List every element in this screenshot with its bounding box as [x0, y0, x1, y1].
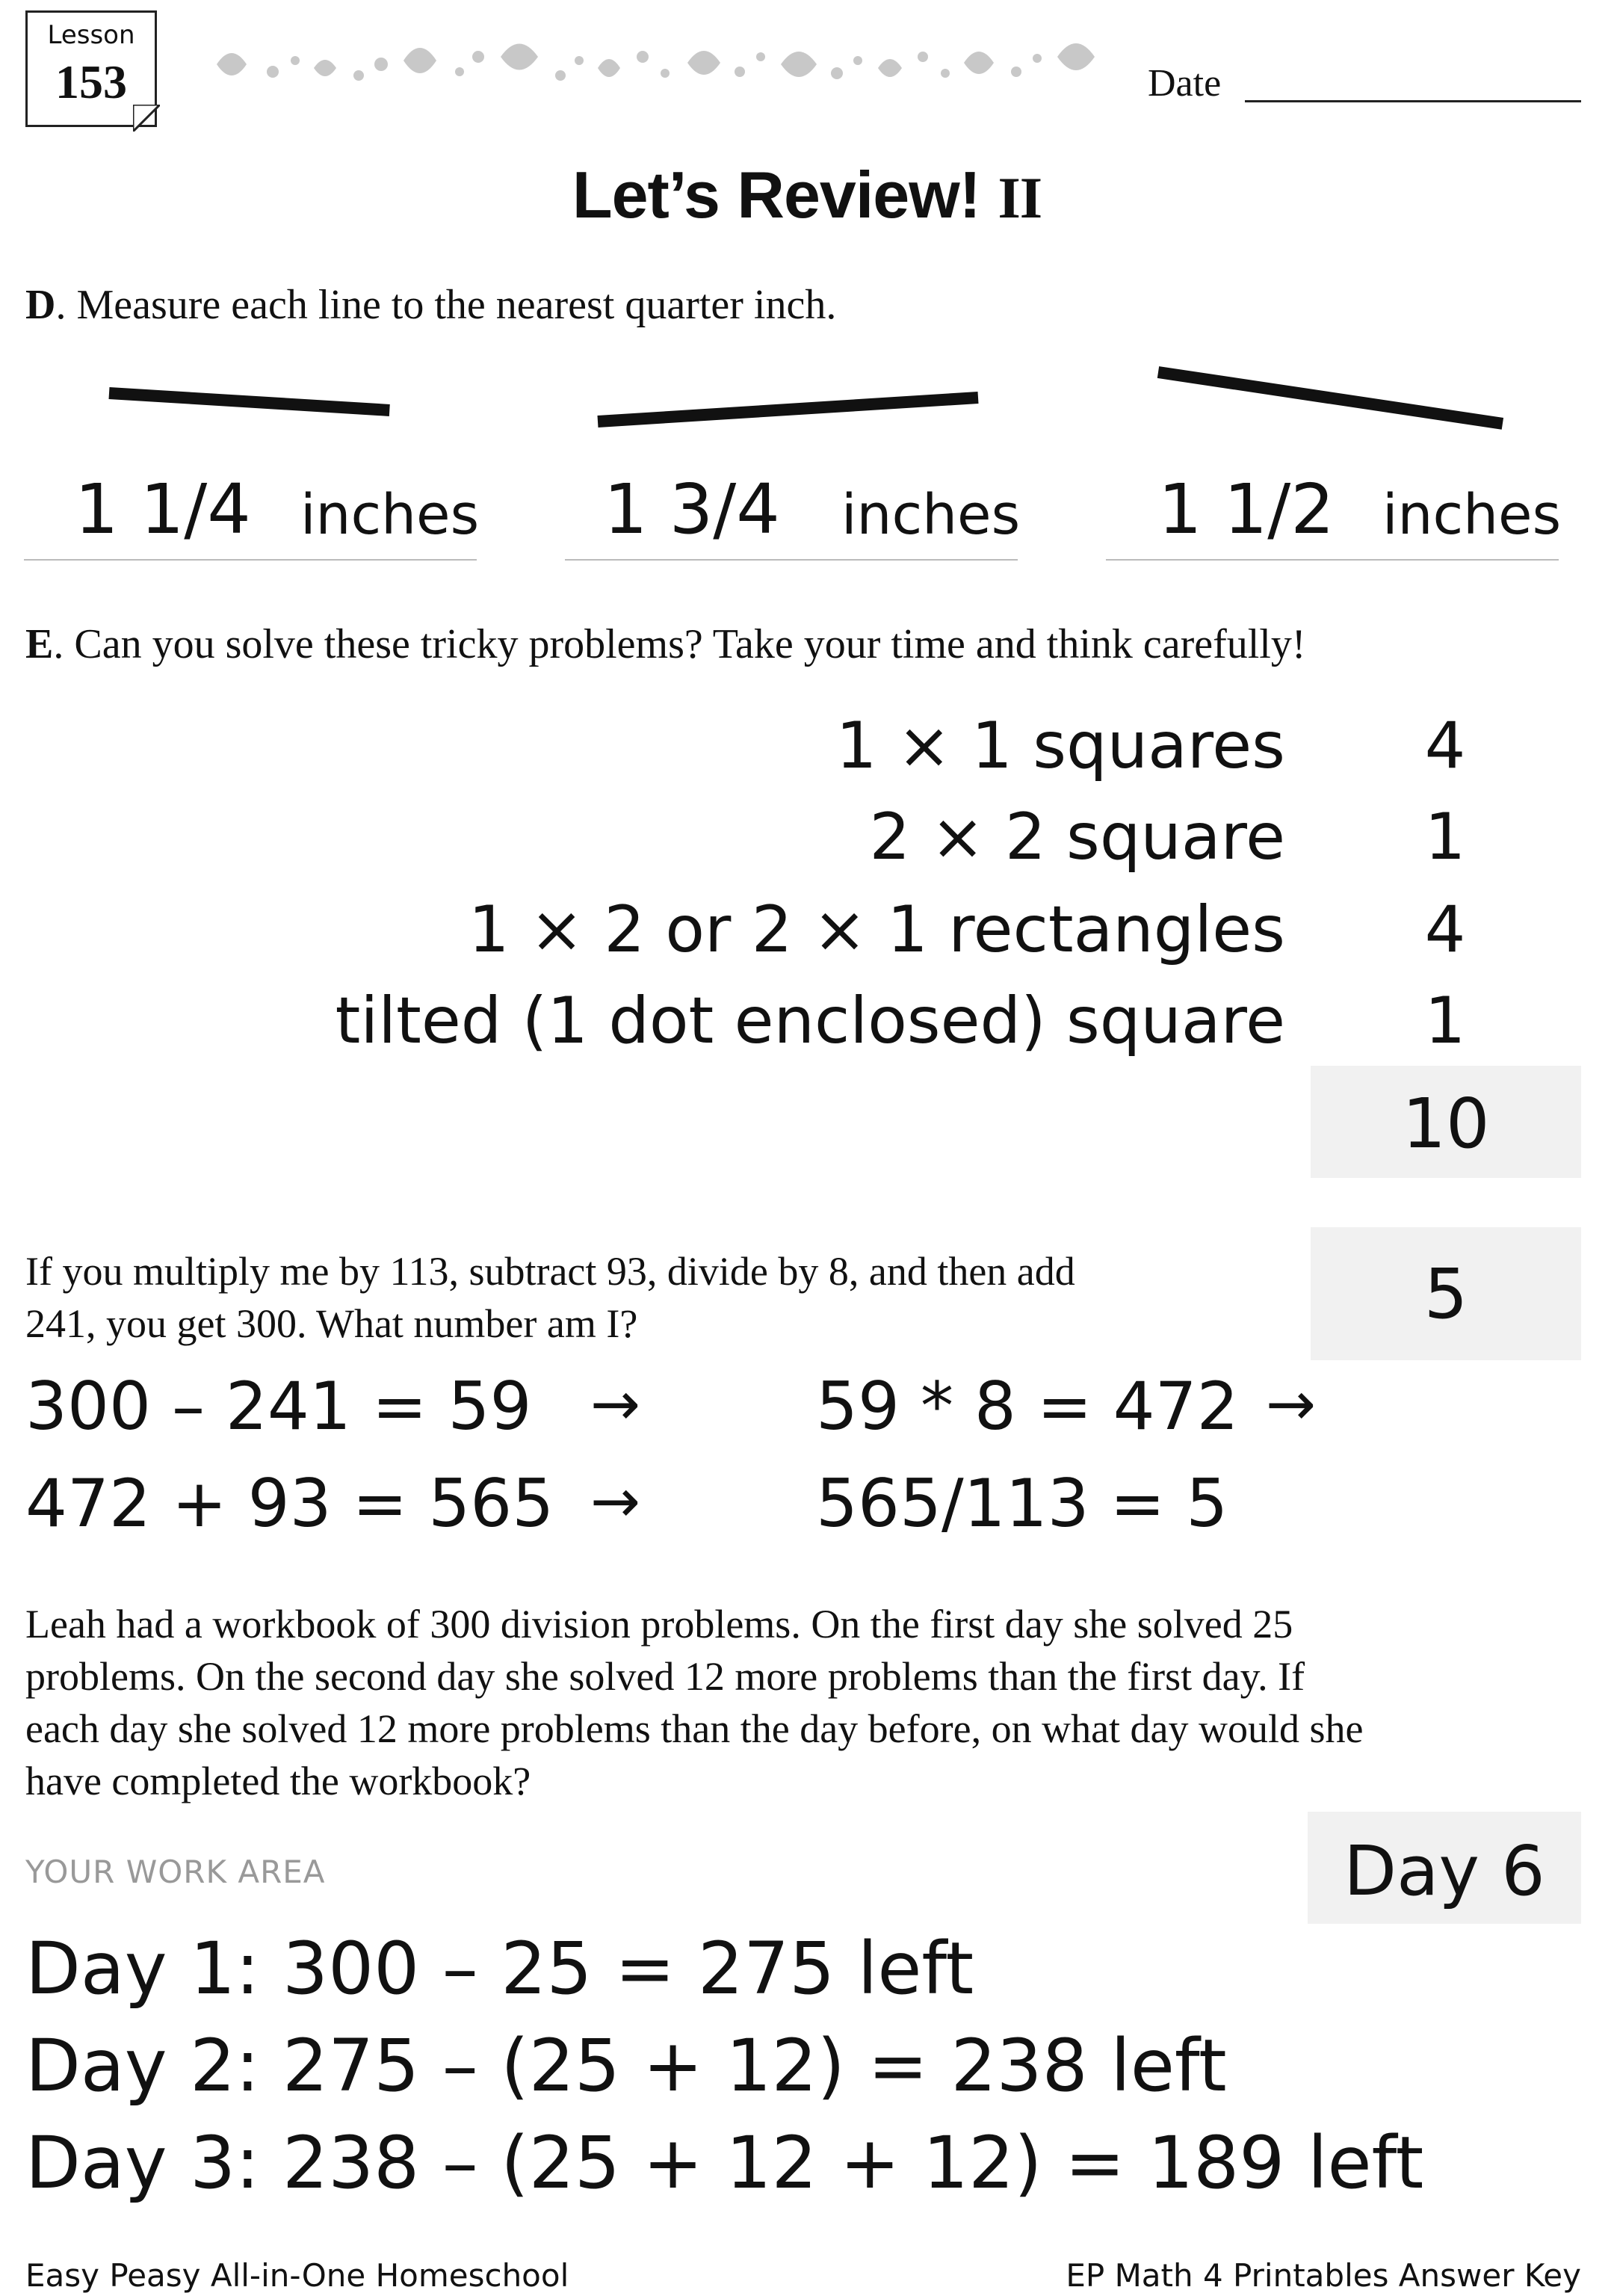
- workbook-question-line-3: each day she solved 12 more problems than the day before, on what day would she: [25, 1706, 1364, 1751]
- square-count-label-3: 1 × 2 or 2 × 1 rectangles: [468, 892, 1285, 967]
- workbook-answer: Day 6: [1344, 1831, 1545, 1911]
- measure-answer-3-line[interactable]: [1106, 559, 1559, 561]
- square-count-value-1: 4: [1424, 709, 1466, 783]
- section-e-letter: E: [25, 621, 54, 667]
- work-line-day-1: Day 1: 300 – 25 = 275 left: [25, 1927, 974, 2010]
- square-count-label-1: 1 × 1 squares: [835, 709, 1285, 783]
- number-riddle-line-1: If you multiply me by 113, subtract 93, divide by 8, and then add: [25, 1249, 1075, 1294]
- date-field[interactable]: [1245, 100, 1581, 102]
- square-count-label-2: 2 × 2 square: [869, 800, 1285, 874]
- measure-line-2: [597, 392, 978, 428]
- riddle-step-2: 59 * 8 = 472: [816, 1368, 1239, 1445]
- total-answer: 10: [1402, 1084, 1490, 1164]
- square-count-value-4: 1: [1424, 984, 1466, 1058]
- section-d-letter: D: [25, 282, 56, 328]
- title-main: Let’s Review!: [572, 158, 980, 232]
- decorative-hearts-border: [202, 27, 1113, 102]
- number-riddle-answer: 5: [1423, 1254, 1468, 1334]
- measure-answer-2-unit: inches: [841, 483, 1021, 547]
- number-riddle-question: [25, 1245, 1075, 1350]
- workbook-problem-question: [25, 1598, 1364, 1807]
- riddle-step-4: 565/113 = 5: [816, 1465, 1228, 1542]
- work-line-day-3: Day 3: 238 – (25 + 12 + 12) = 189 left: [25, 2121, 1424, 2205]
- square-count-value-3: 4: [1424, 892, 1466, 967]
- measure-answer-3-value: 1 1/2: [1158, 469, 1335, 549]
- measure-answer-1-unit: inches: [300, 483, 480, 547]
- measure-answer-2-line[interactable]: [565, 559, 1018, 561]
- number-riddle-answer-box[interactable]: [1311, 1227, 1581, 1360]
- work-line-day-2: Day 2: 275 – (25 + 12) = 238 left: [25, 2024, 1227, 2108]
- lesson-label: Lesson: [47, 20, 135, 50]
- measure-answer-2-value: 1 3/4: [604, 469, 780, 549]
- workbook-answer-box[interactable]: [1308, 1812, 1581, 1924]
- section-e-text: . Can you solve these tricky problems? Take your time and think carefully!: [53, 621, 1306, 667]
- workbook-question-line-4: have completed the workbook?: [25, 1759, 531, 1803]
- page-curl-icon: [133, 105, 160, 132]
- total-answer-box[interactable]: [1311, 1066, 1581, 1178]
- date-label: Date: [1148, 62, 1222, 105]
- title-numeral: II: [998, 165, 1042, 230]
- section-d-text: . Measure each line to the nearest quarter inch.: [55, 282, 837, 328]
- arrow-right-icon: →: [590, 1369, 641, 1439]
- lesson-number: 153: [55, 55, 127, 108]
- measure-answer-1-value: 1 1/4: [75, 469, 251, 549]
- workbook-question-line-1: Leah had a workbook of 300 division problems. On the first day she solved 25: [25, 1602, 1293, 1647]
- page-title: [0, 157, 1614, 233]
- work-area-label: YOUR WORK AREA: [25, 1854, 326, 1890]
- measure-answer-1-line[interactable]: [24, 559, 477, 561]
- section-e-instruction: [25, 620, 1306, 668]
- square-count-label-4: tilted (1 dot enclosed) square: [335, 984, 1285, 1058]
- measure-line-3: [1157, 366, 1503, 430]
- workbook-question-line-2: problems. On the second day she solved 12 more problems than the first day. If: [25, 1654, 1305, 1699]
- number-riddle-line-2: 241, you get 300. What number am I?: [25, 1301, 638, 1346]
- arrow-right-icon: →: [1266, 1369, 1317, 1439]
- riddle-step-1: 300 – 241 = 59: [25, 1368, 532, 1445]
- square-count-value-2: 1: [1424, 800, 1466, 874]
- arrow-right-icon: →: [590, 1466, 641, 1536]
- measure-line-1: [109, 387, 390, 416]
- measure-answer-3-unit: inches: [1382, 483, 1562, 547]
- footer-left: Easy Peasy All-in-One Homeschool: [25, 2257, 569, 2294]
- riddle-step-3: 472 + 93 = 565: [25, 1465, 554, 1542]
- section-d-instruction: [25, 281, 836, 329]
- footer-right: EP Math 4 Printables Answer Key: [1066, 2257, 1581, 2294]
